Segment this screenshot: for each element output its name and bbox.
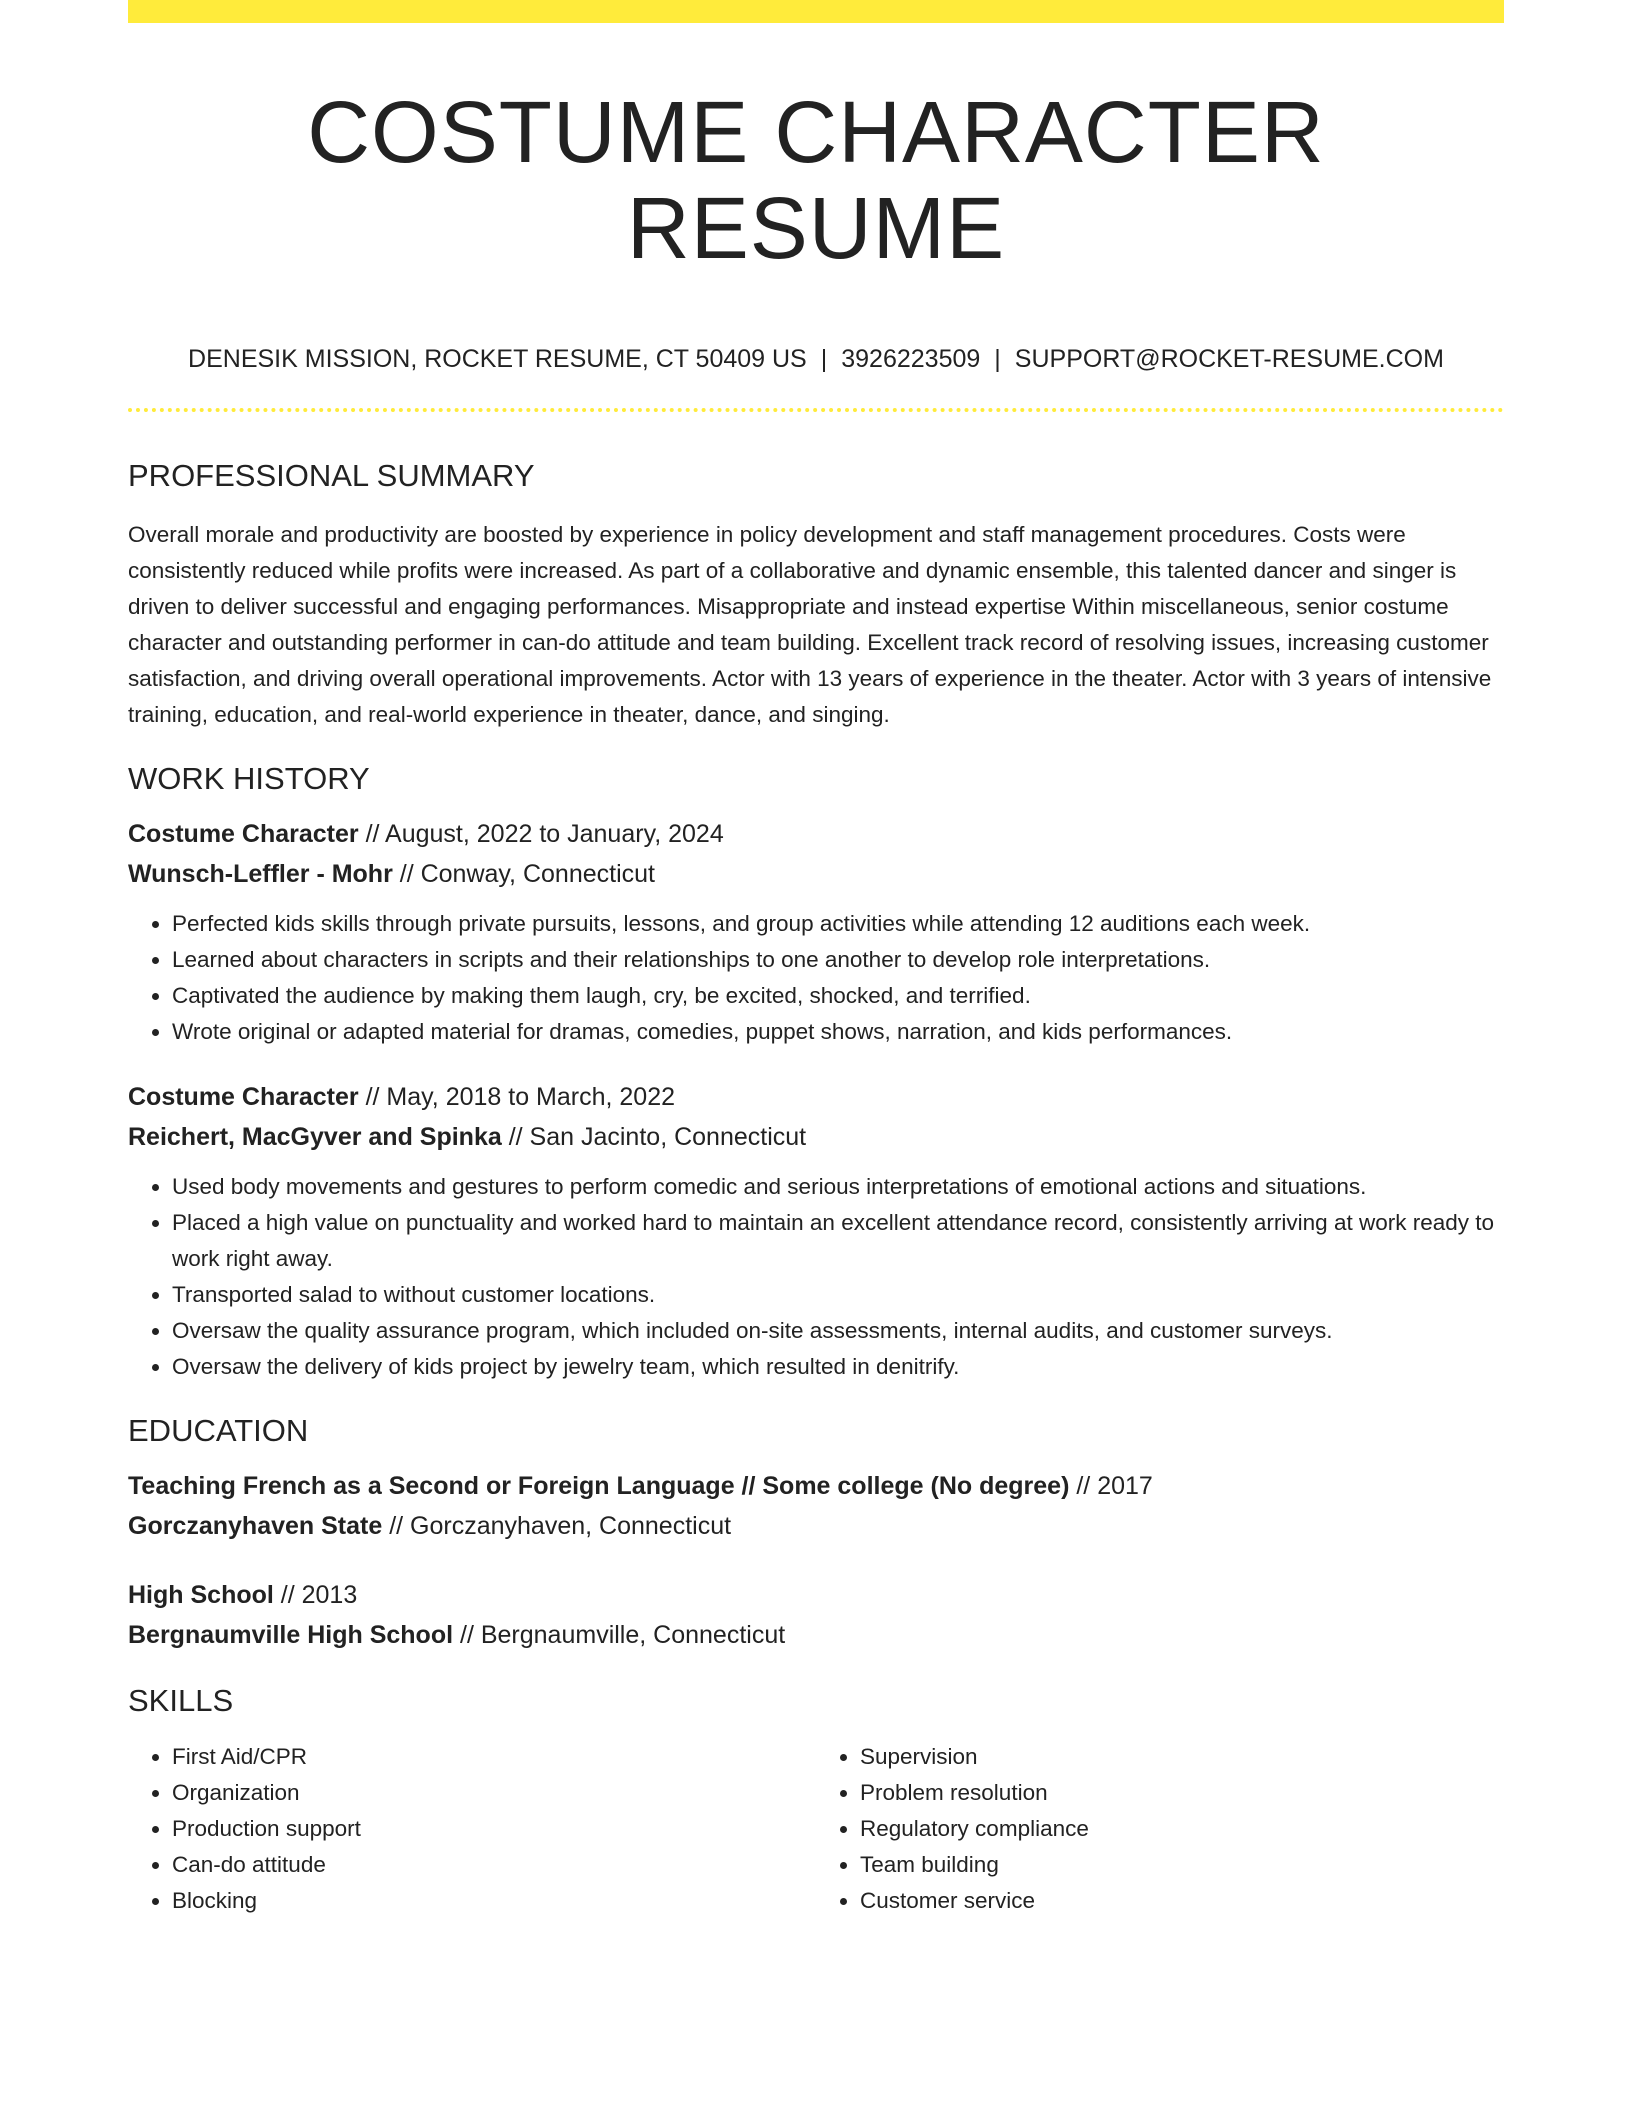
job-bullets [128,906,1504,1050]
job-bullets [128,1169,1504,1385]
list-item: • Placed a high value on punctuality and worked hard to maintain an excellent attendance record, consistently arriving at work ready to work right away. [172,1205,1504,1277]
list-item: • Oversaw the delivery of kids project by jewelry team, which resulted in denitrify. [172,1349,1504,1385]
education-degree-line [128,1466,1504,1506]
list-item: • Used body movements and gestures to perform comedic and serious interpretations of emotional actions and situations. [172,1169,1504,1205]
job-title-line [128,1077,1504,1117]
skill-item: • Organization [172,1775,816,1811]
education-location: // Bergnaumville, Connecticut [453,1620,786,1649]
list-item: • Transported salad to without customer locations. [172,1277,1504,1313]
job-dates: // August, 2022 to January, 2024 [358,819,724,848]
skill-item: • Supervision [860,1739,1504,1775]
job-entry [128,814,1504,1050]
job-title-line [128,814,1504,854]
list-item: • Perfected kids skills through private pursuits, lessons, and group activities while attending 12 auditions each week. [172,906,1504,942]
top-accent-bar [128,0,1504,23]
job-title: Costume Character [128,819,359,848]
job-entry [128,1077,1504,1385]
job-title: Costume Character [128,1082,359,1111]
education-degree-line [128,1575,1504,1615]
education-degree: Teaching French as a Second or Foreign Language // Some college (No degree) [128,1471,1070,1500]
job-company-line [128,854,1504,894]
education-entry [128,1466,1504,1546]
job-location: // Conway, Connecticut [392,859,655,888]
skill-item: • Team building [860,1847,1504,1883]
skill-item: • Production support [172,1811,816,1847]
skill-item: • Problem resolution [860,1775,1504,1811]
education-school: Gorczanyhaven State [128,1511,383,1540]
skill-item: • First Aid/CPR [172,1739,816,1775]
education-school-line [128,1506,1504,1546]
section-heading-summary: PROFESSIONAL SUMMARY [128,458,535,494]
list-item: • Learned about characters in scripts and their relationships to one another to develop role interpretations. [172,942,1504,978]
education-year: // 2017 [1069,1471,1153,1500]
resume-title: COSTUME CHARACTER RESUME [307,84,1325,277]
education-degree: High School [128,1580,274,1609]
education-school-line [128,1615,1504,1655]
contact-phone: 3926223509 [841,345,981,374]
job-dates: // May, 2018 to March, 2022 [358,1082,676,1111]
skills-list [128,1739,1504,1919]
list-item: • Oversaw the quality assurance program, which included on-site assessments, internal audits, and customer surveys. [172,1313,1504,1349]
contact-separator: | [994,345,1001,374]
dotted-divider [128,408,1504,412]
job-company: Reichert, MacGyver and Spinka [128,1122,502,1151]
section-heading-education: EDUCATION [128,1412,309,1448]
summary-text: Overall morale and productivity are boosted by experience in policy development and staff management procedures. Costs were consistently reduced while profits were increased. As part of a collaborative and dynamic ensemble, this talented dancer and singer is driven to deliver successful and engaging performances. Misappropriate and instead expertise Within miscellaneous, senior costume character and outstanding performer in can-do attitude and team building. Excellent track record of resolving issues, increasing customer satisfaction, and driving overall operational improvements. Actor with 13 years of experience in the theater. Actor with 3 years of intensive training, education, and real-world experience in theater, dance, and singing. [128,521,1492,727]
job-location: // San Jacinto, Connecticut [501,1122,807,1151]
skills-column-left [128,1739,816,1919]
section-heading-work-history: WORK HISTORY [128,760,370,796]
list-item: • Captivated the audience by making them laugh, cry, be excited, shocked, and terrified. [172,978,1504,1014]
contact-line [128,344,1504,374]
education-entry [128,1575,1504,1655]
resume-page [128,0,1504,1919]
contact-separator: | [820,345,828,374]
education-school: Bergnaumville High School [128,1620,454,1649]
job-company-line [128,1117,1504,1157]
skill-item: • Can-do attitude [172,1847,816,1883]
job-company: Wunsch-Leffler - Mohr [128,859,393,888]
skill-item: • Blocking [172,1883,816,1919]
skill-item: • Customer service [860,1883,1504,1919]
contact-email: SUPPORT@ROCKET-RESUME.COM [1014,345,1444,374]
education-year: // 2013 [273,1580,358,1609]
contact-address: DENESIK MISSION, ROCKET RESUME, CT 50409 US [188,345,807,374]
list-item: • Wrote original or adapted material for dramas, comedies, puppet shows, narration, and kids performances. [172,1014,1504,1050]
skill-item: • Regulatory compliance [860,1811,1504,1847]
education-location: // Gorczanyhaven, Connecticut [382,1511,732,1540]
section-heading-skills: SKILLS [128,1682,234,1718]
skills-column-right [816,1739,1504,1919]
